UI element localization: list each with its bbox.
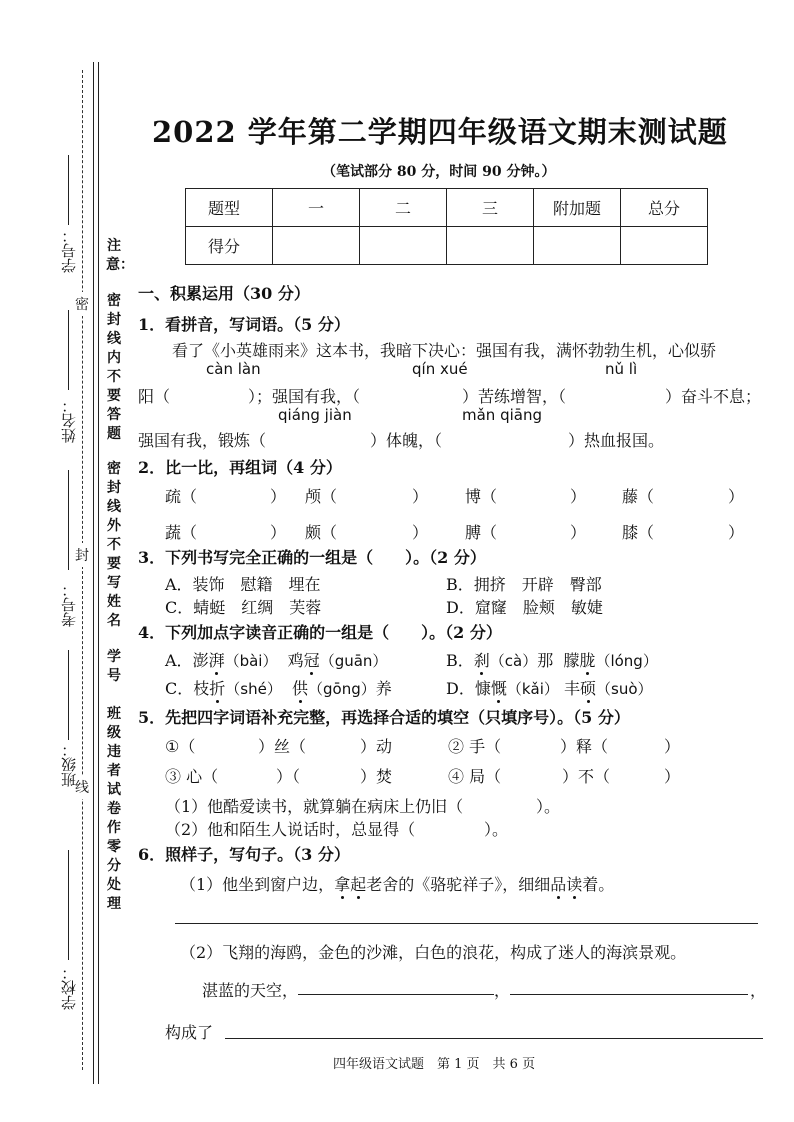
q1-line2b: ）；强国有我，（ [248,387,361,406]
q2-char: 博 [465,487,482,506]
q5-idiom-3c: ）焚 [360,767,393,786]
seal-mark-mi: 密 [75,292,89,316]
score-cell[interactable] [447,227,534,265]
q5-sentence-1b: ）。 [536,797,561,816]
class-line[interactable] [68,650,69,740]
q1-line3a: 强国有我，锻炼（ [138,431,267,450]
notice-title: 注意： [106,238,134,273]
score-table-score-row [186,227,708,265]
q3-title: 3．下列书写完全正确的一组是（ ）。（2 分） [138,548,486,567]
q1-line1: 看了《小英雄雨来》这本书，我暗下决心：强国有我，满怀勃勃生机，心似骄 [172,341,717,360]
q4-option-a[interactable]: A．澎湃（bài） 鸡冠（guān） [165,651,388,670]
q5-sentence-2b: ）。 [484,820,509,839]
q5-idiom-1c: ）动 [360,737,393,756]
q6-example-2: （2）飞翔的海鸥，金色的沙滩，白色的浪花，构成了迷人的海滨景观。 [180,943,687,962]
notice-student-no: 学号 [107,649,121,684]
score-cell[interactable] [534,227,621,265]
q5-idiom-3a: ③ 心（ [165,767,219,786]
name-label: 姓名： [60,398,78,443]
school-label: 学校： [60,965,78,1010]
exam-no-label: 考号： [60,582,78,627]
q2-title: 2．比一比，再组词（4 分） [138,458,342,477]
q1-title: 1．看拼音，写词语。（5 分） [138,315,350,334]
binding-border-line [93,62,94,1084]
class-label: 班级： [60,742,78,787]
q1-pinyin-5: mǎn qiāng [462,406,542,424]
q2-char: 蔬 [165,523,182,542]
score-header-cell: 总分 [621,189,708,227]
q2-char: 藤 [622,487,639,506]
score-cell[interactable] [621,227,708,265]
seal-line [82,70,83,1070]
q3-option-c[interactable]: C．蜻蜓 红绸 芙蓉 [165,598,322,617]
q6-comma-2: ， [750,981,767,1000]
school-line[interactable] [68,850,69,960]
exam-no-line[interactable] [68,470,69,570]
q6-prompt-4: 构成了 [165,1023,214,1042]
score-header-cell: 题型 [186,189,273,227]
q5-title: 5．先把四字词语补充完整，再选择合适的填空（只填序号）。（5 分） [138,708,630,727]
binding-border-line-inner [98,62,99,1084]
q5-idiom-4a: ④ 局（ [448,767,502,786]
q6-answer-line-1[interactable] [175,923,758,924]
q1-pinyin-1: càn làn [206,360,261,378]
exam-subtitle: （笔试部分 80 分，时间 90 分钟。） [322,164,556,180]
q1-pinyin-4: qiáng jiàn [278,406,352,424]
exam-title: 2022 学年第二学期四年级语文期末测试题 [152,115,728,149]
q2-char: 膝 [622,523,639,542]
q6-answer-blank-1[interactable] [298,994,494,995]
q3-option-a[interactable]: A．装饰 慰籍 埋在 [165,575,321,594]
q1-pinyin-2: qín xué [412,360,468,378]
q1-line3b: ）体魄，（ [370,431,443,450]
q4-title: 4．下列加点字读音正确的一组是（ ）。（2 分） [138,623,502,642]
q5-idiom-3b: ）（ [276,767,301,786]
section1-title: 一、积累运用（30 分） [138,284,310,303]
q5-idiom-2a: ② 手（ [448,737,502,756]
student-no-label: 学号： [60,228,78,273]
seal-mark-xian: 线 [75,775,89,799]
q1-line2d: ）奋斗不息； [665,387,762,406]
seal-mark-feng: 封 [75,543,89,567]
q5-idiom-1b: ）丝（ [258,737,307,756]
q5-sentence-2a: （2）他和陌生人说话时，总显得（ [165,820,416,839]
q1-line3c: ）热血报国。 [568,431,665,450]
q5-idiom-2c: ） [664,737,681,756]
notice-penalty: 班级违者试卷作零分处理 [107,706,121,912]
score-table [185,188,708,265]
score-table-header-row [186,189,708,227]
q4-option-c[interactable]: C．枝折（shé） 供（gōng）养 [165,679,392,698]
q5-sentence-1a: （1）他酷爱读书，就算躺在病床上仍旧（ [165,797,464,816]
q2-char: 膊 [465,523,482,542]
q6-prompt-3: 湛蓝的天空， [202,981,299,1000]
score-cell[interactable] [273,227,360,265]
student-no-line[interactable] [68,155,69,225]
notice-no-answer: 密封线内不要答题 [107,293,121,442]
q2-char: 疏 [165,487,182,506]
q5-idiom-4b: ）不（ [562,767,611,786]
q1-line2a: 阳（ [138,387,171,406]
q6-answer-blank-2[interactable] [510,994,748,995]
q6-answer-blank-3[interactable] [225,1038,763,1039]
notice-no-name: 密封线外不要写姓名 [107,461,121,629]
score-cell[interactable] [360,227,447,265]
q3-option-b[interactable]: B．拥挤 开辟 臀部 [446,575,602,594]
q5-idiom-2b: ）释（ [560,737,609,756]
q4-option-b[interactable]: B．刹（cà）那 朦胧（lóng） [446,651,658,670]
q6-title: 6．照样子，写句子。（3 分） [138,845,350,864]
score-header-cell: 一 [273,189,360,227]
q2-char: 颇 [305,523,322,542]
q6-comma-1: ， [494,981,511,1000]
q6-example-1: （1）他坐到窗户边，拿起老舍的《骆驼祥子》，细细品读着。 [180,875,615,894]
score-row-label: 得分 [186,227,273,265]
score-header-cell: 二 [360,189,447,227]
q5-idiom-4c: ） [664,767,681,786]
q1-pinyin-3: nǔ lì [605,360,638,378]
q4-option-d[interactable]: D．慷慨（kǎi） 丰硕（suò） [446,679,653,698]
page-footer: 四年级语文试题 第 1 页 共 6 页 [333,1057,536,1072]
q5-idiom-1a: ①（ [165,737,196,756]
q2-char: 颅 [305,487,322,506]
name-line[interactable] [68,310,69,390]
q3-option-d[interactable]: D．窟窿 脸颊 敏婕 [446,598,603,617]
q1-line2c: ）苦练增智，（ [462,387,567,406]
score-header-cell: 三 [447,189,534,227]
score-header-cell: 附加题 [534,189,621,227]
